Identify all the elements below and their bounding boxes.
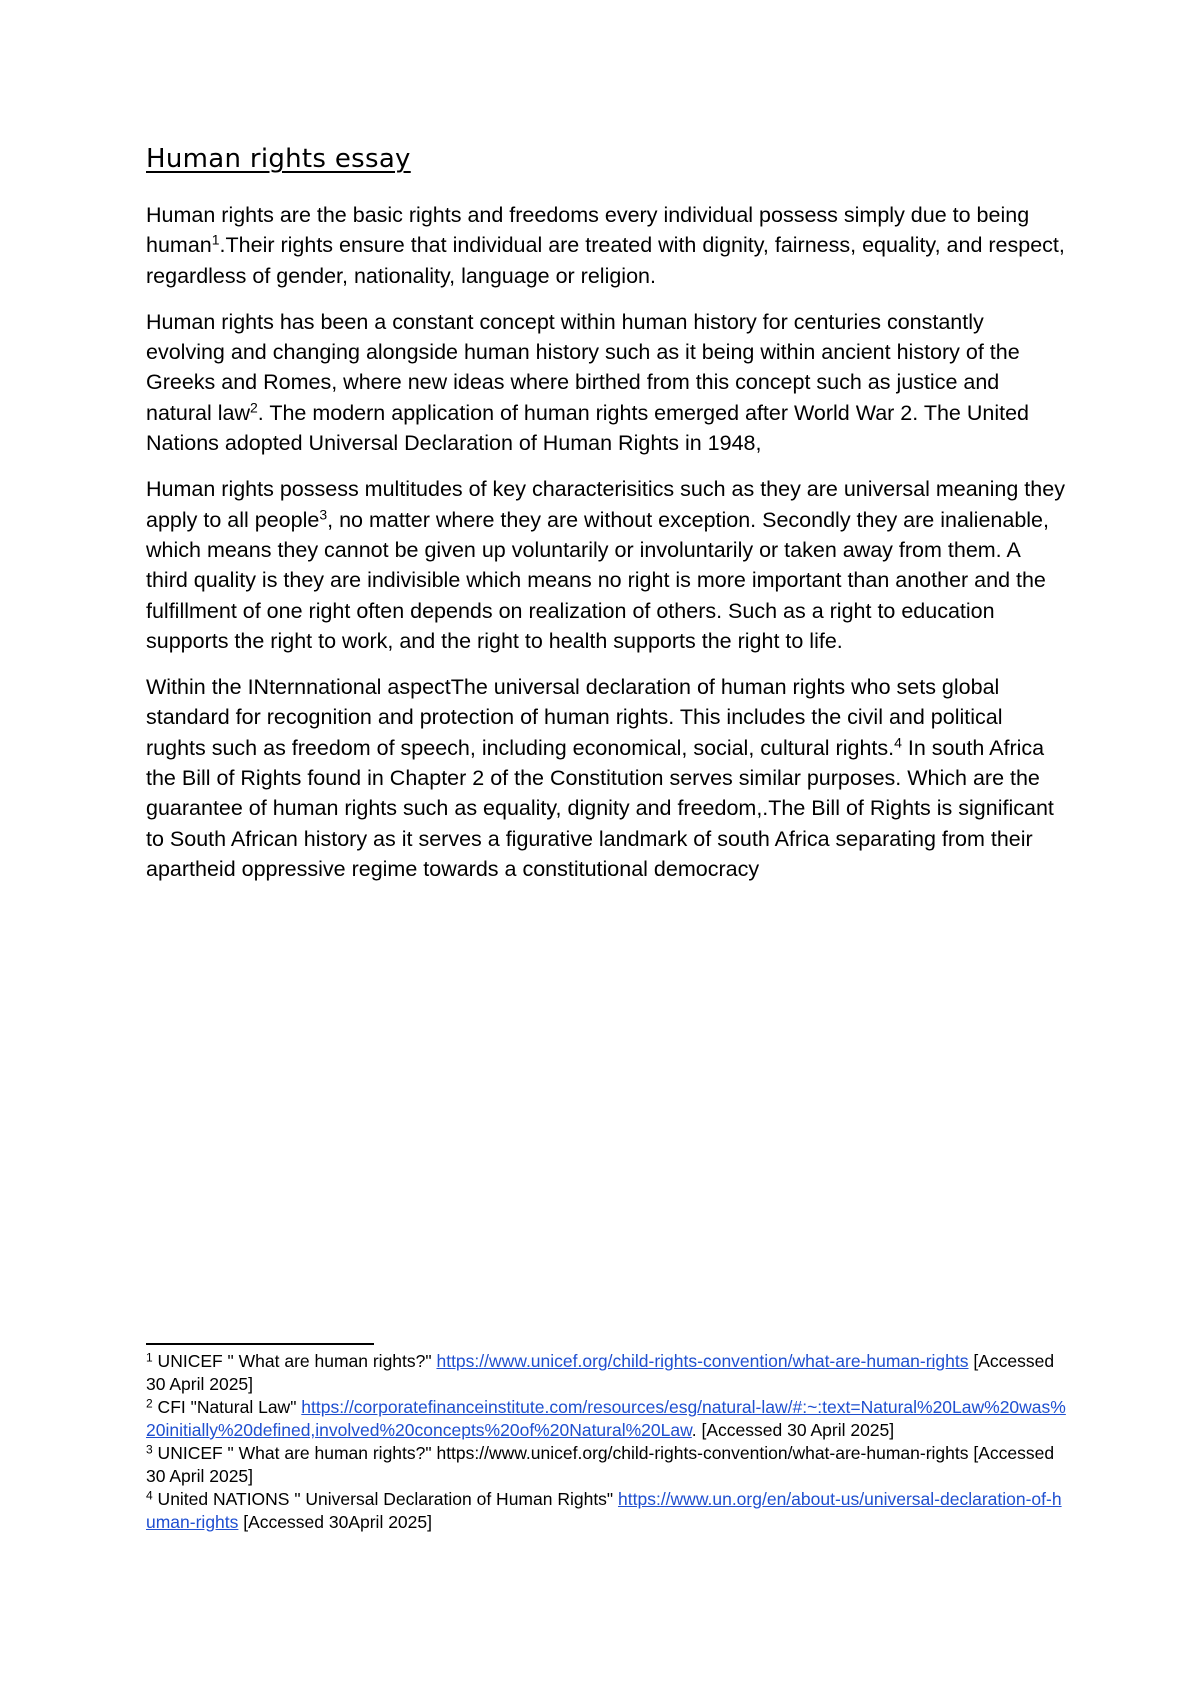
- footnote-3: [146, 1442, 1066, 1488]
- footnote-text: UNICEF " What are human rights?" https://www.unicef.org/child-rights-convention/what-are-human-rights [Accessed 30 April 2025]: [146, 1443, 1055, 1486]
- footnote-ref-2[interactable]: 2: [249, 399, 258, 416]
- paragraph-text: , no matter where they are without exception. Secondly they are inalienable, which means they cannot be given up voluntarily or involuntarily or taken away from them. A third quality is they are indivisible which means no right is more important than another and the fulfillment of one right often depends on realization of others. Such as a right to education supports the right to work, and the right to health supports the right to life.: [146, 507, 1049, 653]
- footnote-1: [146, 1350, 1066, 1396]
- footnote-separator: [146, 1343, 374, 1345]
- paragraph-4: [146, 672, 1066, 884]
- essay-title: Human rights essay: [146, 144, 411, 174]
- footnote-accessed: [Accessed 30 April 2025]: [146, 1351, 1055, 1394]
- footnote-number: 1: [146, 1350, 153, 1365]
- paragraph-text: Human rights has been a constant concept within human history for centuries constantly evolving and changing alongside human history such as it being within ancient history of the Greeks and Romes, where new ideas where birthed from this concept such as justice and natural law: [146, 309, 1020, 425]
- footnote-ref-3[interactable]: 3: [319, 505, 328, 522]
- paragraph-text: .Their rights ensure that individual are treated with dignity, fairness, equality, and respect, regardless of gender, nationality, language or religion.: [146, 233, 1065, 288]
- footnote-accessed: . [Accessed 30 April 2025]: [691, 1420, 895, 1440]
- paragraph-text: In south Africa the Bill of Rights found in Chapter 2 of the Constitution serves similar purposes. Which are the guarantee of human rights such as equality, dignity and freedom,.The Bill of Rights is significant to South African history as it serves a figurative landmark of south Africa separating from their apartheid oppressive regime towards a constitutional democracy: [146, 735, 1054, 881]
- essay-body: [146, 200, 1066, 900]
- footnote-number: 3: [146, 1442, 153, 1457]
- paragraph-text: . The modern application of human rights emerged after World War 2. The United Nations adopted Universal Declaration of Human Rights in 1948,: [146, 400, 1029, 456]
- footnote-ref-1[interactable]: 1: [211, 231, 220, 248]
- footnote-accessed: [Accessed 30April 2025]: [238, 1512, 432, 1532]
- footnote-ref-4[interactable]: 4: [894, 734, 902, 751]
- paragraph-text: Human rights are the basic rights and freedoms every individual possess simply due to being human: [146, 203, 1030, 258]
- paragraph-3: [146, 474, 1066, 656]
- paragraph-text: Within the INternnational aspectThe universal declaration of human rights who sets global standard for recognition and protection of human rights. This includes the civil and political rughts such as freedom of speech, including economical, social, cultural rights.: [146, 675, 1003, 760]
- footnote-number: 4: [146, 1488, 153, 1503]
- paragraph-1: [146, 200, 1066, 291]
- footnotes: [146, 1350, 1066, 1534]
- footnote-text: UNICEF " What are human rights?": [152, 1351, 437, 1371]
- footnote-link[interactable]: https://www.un.org/en/about-us/universal-declaration-of-human-rights: [146, 1489, 1062, 1532]
- paragraph-text: Human rights possess multitudes of key characterisitics such as they are universal meaning they apply to all people: [146, 477, 1065, 532]
- footnote-number: 2: [146, 1396, 153, 1411]
- footnote-link[interactable]: https://www.unicef.org/child-rights-convention/what-are-human-rights: [436, 1351, 969, 1371]
- footnote-text: CFI "Natural Law": [152, 1397, 302, 1417]
- footnote-2: [146, 1396, 1066, 1442]
- footnote-4: [146, 1488, 1066, 1534]
- paragraph-2: [146, 307, 1066, 458]
- footnote-text: United NATIONS " Universal Declaration of Human Rights": [152, 1489, 619, 1509]
- footnote-link[interactable]: https://corporatefinanceinstitute.com/resources/esg/natural-law/#:~:text=Natural%20Law%20was%20initially%20defined,involved%20concepts%20of%20Natural%20Law: [146, 1397, 1066, 1440]
